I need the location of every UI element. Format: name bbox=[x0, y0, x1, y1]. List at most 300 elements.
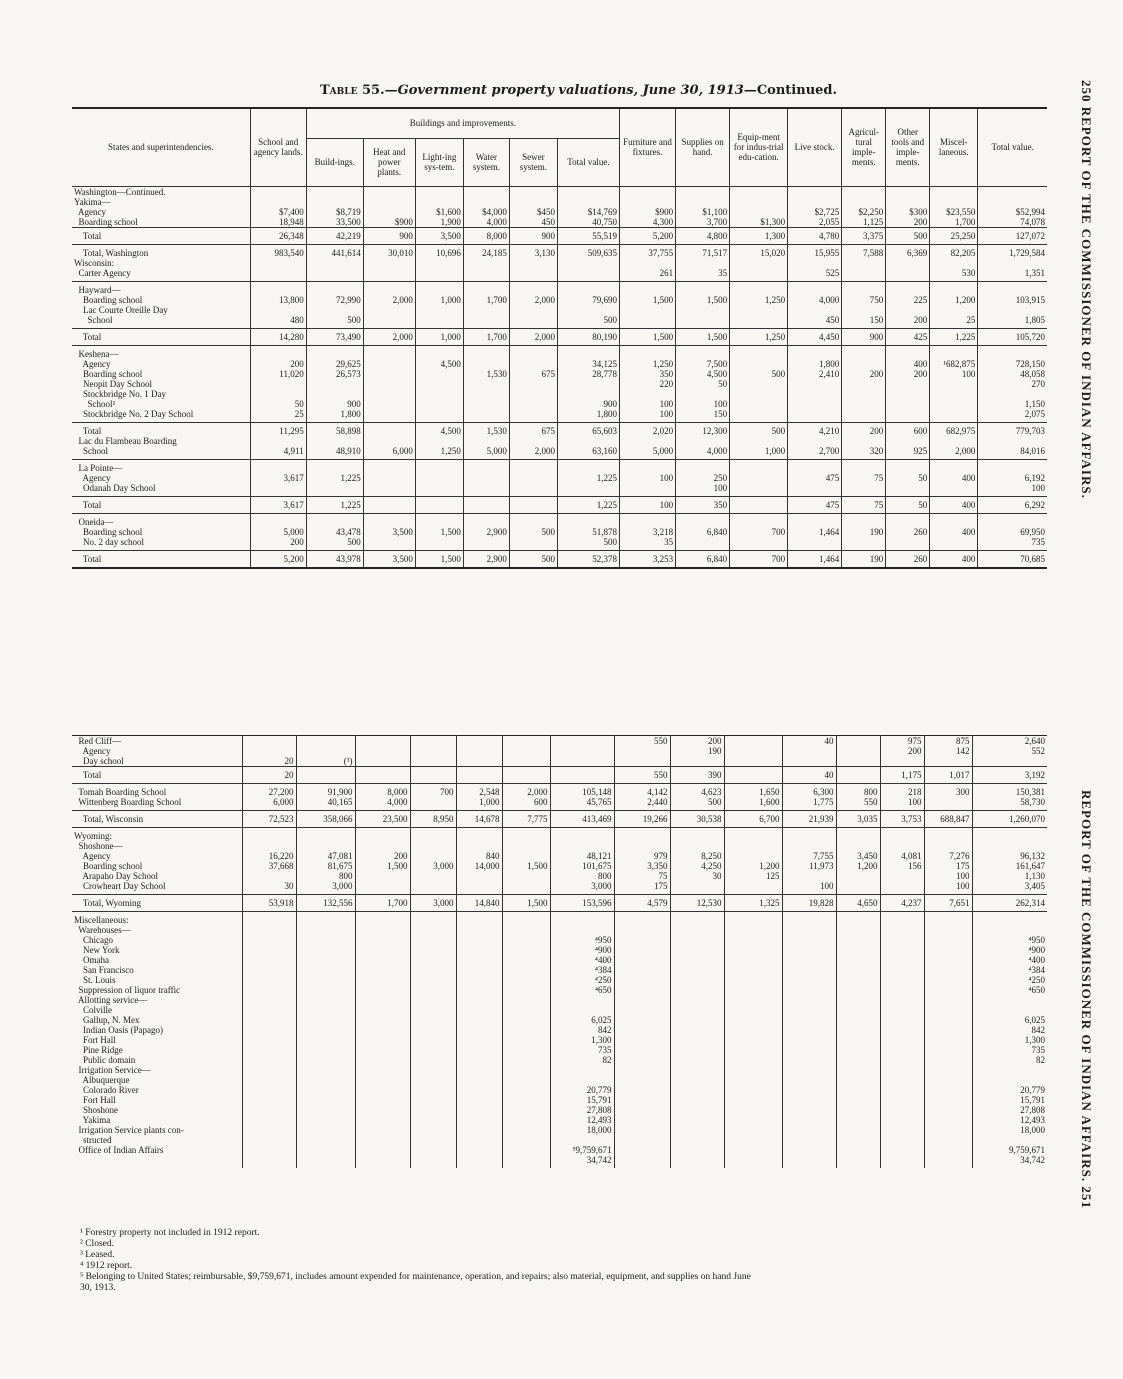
table-cell: 127,072 bbox=[978, 227, 1047, 244]
table-cell: 4,500 bbox=[415, 345, 463, 422]
table-cell bbox=[363, 345, 415, 422]
table-cell: 400 bbox=[930, 550, 978, 568]
table-cell: 7,755 11,973 100 bbox=[782, 828, 836, 895]
table-cell: 1,500 bbox=[415, 550, 463, 568]
table-cell: 688,847 bbox=[924, 811, 972, 828]
table-cell bbox=[502, 736, 550, 767]
header-miscellaneous: Miscel-laneous. bbox=[930, 108, 978, 186]
table-cell: 1,500 bbox=[620, 281, 676, 328]
row-label: La Pointe— Agency Odanah Day School bbox=[72, 459, 250, 496]
table-cell: 80,190 bbox=[557, 328, 619, 345]
table-cell: 40 bbox=[782, 736, 836, 767]
table-cell: 12,300 4,000 bbox=[676, 422, 730, 459]
table-cell: 1,500 bbox=[415, 513, 463, 550]
header-other-tools: Other tools and imple-ments. bbox=[886, 108, 930, 186]
table-cell: 96,132 161,647 1,130 3,405 bbox=[972, 828, 1047, 895]
table-cell bbox=[456, 736, 502, 767]
table-cell: 983,540 bbox=[250, 244, 306, 281]
table-cell: 150,381 58,730 bbox=[972, 784, 1047, 811]
table-cell: 1,260,070 bbox=[972, 811, 1047, 828]
table-cell bbox=[502, 912, 550, 1169]
table-cell: 40 bbox=[782, 767, 836, 784]
table-cell: 72,990 500 bbox=[306, 281, 363, 328]
table-cell: $1,300 bbox=[730, 186, 788, 227]
table-cell: 55,519 bbox=[557, 227, 619, 244]
header-states: States and superintendencies. bbox=[72, 108, 250, 186]
table-cell: 3,000 bbox=[410, 895, 456, 912]
table-cell: 675 bbox=[509, 345, 557, 422]
table-cell: 5,000 200 bbox=[250, 513, 306, 550]
table-cell: 7,588 bbox=[842, 244, 886, 281]
table-cell: 1,200 125 bbox=[724, 828, 782, 895]
header-furniture: Furniture and fixtures. bbox=[620, 108, 676, 186]
header-total-buildings: Total value. bbox=[557, 138, 619, 186]
table-cell: 3,375 bbox=[842, 227, 886, 244]
table-cell: 37,755 261 bbox=[620, 244, 676, 281]
table-cell: $2,725 2,055 bbox=[788, 186, 842, 227]
table-row bbox=[72, 828, 1047, 895]
table-row bbox=[72, 736, 1047, 767]
table-cell: 3,253 bbox=[620, 550, 676, 568]
table-cell: $900 bbox=[363, 186, 415, 227]
table-cell: 14,280 bbox=[250, 328, 306, 345]
table-cell: 1,300 bbox=[730, 227, 788, 244]
running-head-top: 250 REPORT OF THE COMMISSIONER OF INDIAN AFFAIRS. bbox=[1079, 80, 1094, 499]
table-cell: 500 bbox=[886, 227, 930, 244]
table-cell: $450 450 bbox=[509, 186, 557, 227]
row-label: Total bbox=[72, 767, 242, 784]
table-cell bbox=[724, 736, 782, 767]
table-row bbox=[72, 784, 1047, 811]
table-cell: 27,200 6,000 bbox=[242, 784, 296, 811]
table-cell bbox=[782, 912, 836, 1169]
table-row bbox=[72, 513, 1047, 550]
table-cell: 1,500 bbox=[502, 828, 550, 895]
row-label: Washington—Continued. Yakima— Agency Boarding school bbox=[74, 186, 166, 227]
table-cell: 79,690 500 bbox=[557, 281, 619, 328]
row-label: Total bbox=[72, 227, 250, 244]
table-cell: 8,000 bbox=[463, 227, 509, 244]
row-label: Total, Washington Wisconsin: Carter Agency bbox=[72, 244, 250, 281]
table-cell: 979 3,350 75 175 bbox=[614, 828, 670, 895]
table-cell: 4,780 bbox=[788, 227, 842, 244]
table-cell: 900 bbox=[363, 227, 415, 244]
table-cell: 260 bbox=[886, 513, 930, 550]
table-cell: 1,250 350 220 100 100 bbox=[620, 345, 676, 422]
table-cell: $7,400 18,948 bbox=[250, 186, 306, 227]
table-cell bbox=[415, 496, 463, 513]
row-label: Miscellaneous: Warehouses— Chicago New York Omaha San Francisco St. Louis Suppression of liquor traffic Allotting service— Colville Gallup, N. Mex Indian Oasis (Papago) Fort Hall Pine Ridge Public domain Irrigation Service— Albuquerque Colorado River Fort Hall Shoshone Yakima Irrigation Service plants con- structed Office of Indian Affairs bbox=[72, 912, 242, 1169]
table-cell: 58,898 48,910 bbox=[306, 422, 363, 459]
table-cell: 1,225 bbox=[557, 459, 619, 496]
table-cell: 11,295 4,911 bbox=[250, 422, 306, 459]
table-cell: 1,000 bbox=[415, 328, 463, 345]
table-cell: 1,017 bbox=[924, 767, 972, 784]
row-label: Total bbox=[72, 496, 250, 513]
table-cell: $4,000 4,000 bbox=[463, 186, 509, 227]
table-row bbox=[72, 912, 1047, 1169]
table-cell: 358,066 bbox=[296, 811, 355, 828]
table-cell: 1,464 bbox=[788, 513, 842, 550]
table-cell: 425 bbox=[886, 328, 930, 345]
row-label: Hayward— Boarding school Lac Courte Oreille Day School bbox=[72, 281, 250, 328]
table-cell: $1,600 1,900 bbox=[415, 186, 463, 227]
table-cell bbox=[550, 736, 614, 767]
table-cell: 1,700 bbox=[463, 281, 509, 328]
table-cell: 500 bbox=[509, 550, 557, 568]
row-label: Total bbox=[72, 328, 250, 345]
table-cell: 2,020 5,000 bbox=[620, 422, 676, 459]
table-cell: 900 bbox=[842, 328, 886, 345]
table-cell bbox=[670, 912, 724, 1169]
table-cell: 2,000 bbox=[363, 281, 415, 328]
table-cell bbox=[924, 912, 972, 1169]
header-supplies: Supplies on hand. bbox=[676, 108, 730, 186]
row-label: Total Lac du Flambeau Boarding School bbox=[72, 422, 250, 459]
table-cell: 91,900 40,165 bbox=[296, 784, 355, 811]
table-cell: 3,000 bbox=[410, 828, 456, 895]
header-lighting: Light-ing sys-tem. bbox=[415, 138, 463, 186]
table-cell: 6,840 bbox=[676, 550, 730, 568]
table-cell bbox=[509, 496, 557, 513]
table-cell: 3,130 bbox=[509, 244, 557, 281]
table-cell: 1,700 bbox=[355, 895, 410, 912]
table-cell: 4,450 bbox=[788, 328, 842, 345]
table-cell: 1,700 bbox=[463, 328, 509, 345]
table-cell: 1,225 bbox=[306, 496, 363, 513]
table-cell: 6,300 1,775 bbox=[782, 784, 836, 811]
table-cell: 8,000 4,000 bbox=[355, 784, 410, 811]
table-cell: 25,250 bbox=[930, 227, 978, 244]
table-number: Table 55. bbox=[320, 83, 385, 98]
table-cell: 4,081 156 bbox=[880, 828, 924, 895]
row-label: Total, Wyoming bbox=[72, 895, 242, 912]
table-cell: 1,225 bbox=[557, 496, 619, 513]
table-row bbox=[72, 459, 1047, 496]
table-cell: 3,500 bbox=[415, 227, 463, 244]
table-cell: 72,523 bbox=[242, 811, 296, 828]
header-agricultural: Agricul-tural imple-ments. bbox=[842, 108, 886, 186]
table-cell: 1,500 bbox=[676, 328, 730, 345]
table-cell: $23,550 1,700 bbox=[930, 186, 978, 227]
table-cell: 10,696 bbox=[415, 244, 463, 281]
table-cell: 100 bbox=[620, 459, 676, 496]
table-row bbox=[72, 281, 1047, 328]
table-cell bbox=[502, 767, 550, 784]
table-cell: 6,192 100 bbox=[978, 459, 1047, 496]
table-cell: 105,148 45,765 bbox=[550, 784, 614, 811]
table-cell: 700 bbox=[730, 550, 788, 568]
table-cell: 675 2,000 bbox=[509, 422, 557, 459]
table-cell: 750 150 bbox=[842, 281, 886, 328]
row-label: Total bbox=[72, 550, 250, 568]
table-cell: 3,617 bbox=[250, 496, 306, 513]
table-cell: 1,650 1,600 bbox=[724, 784, 782, 811]
footnote: ⁵ Belonging to United States; reimbursable, $9,759,671, includes amount expended for maintenance, operation, and repairs; also material, equipment, and supplies on hand June bbox=[80, 1272, 751, 1282]
table-cell: 218 100 bbox=[880, 784, 924, 811]
table-cell: 8,950 bbox=[410, 811, 456, 828]
table-title bbox=[320, 83, 837, 98]
table-cell: 20 bbox=[242, 736, 296, 767]
valuation-table-top bbox=[72, 107, 1047, 569]
table-cell: 728,150 48,058 270 1,150 2,075 bbox=[978, 345, 1047, 422]
table-cell: 3,753 bbox=[880, 811, 924, 828]
table-cell: 2,548 1,000 bbox=[456, 784, 502, 811]
row-label: Red Cliff— Agency Day school bbox=[78, 736, 124, 766]
table-cell: 975 200 bbox=[880, 736, 924, 767]
table-cell: 550 bbox=[614, 767, 670, 784]
table-continued: —Continued. bbox=[743, 83, 838, 98]
table-cell: 24,185 bbox=[463, 244, 509, 281]
table-row bbox=[72, 328, 1047, 345]
table-cell bbox=[724, 767, 782, 784]
table-cell: 300 bbox=[924, 784, 972, 811]
table-cell: 3,192 bbox=[972, 767, 1047, 784]
header-live-stock: Live stock. bbox=[788, 108, 842, 186]
table-cell: 400 bbox=[930, 513, 978, 550]
table-cell: $900 4,300 bbox=[620, 186, 676, 227]
header-buildings: Build-ings. bbox=[306, 138, 363, 186]
table-cell: 15,955 525 bbox=[788, 244, 842, 281]
table-cell: 1,800 2,410 bbox=[788, 345, 842, 422]
footnote: ¹ Forestry property not included in 1912 report. bbox=[80, 1228, 260, 1238]
table-cell bbox=[410, 736, 456, 767]
table-cell bbox=[550, 767, 614, 784]
table-cell bbox=[730, 496, 788, 513]
table-cell: 200 1,500 bbox=[355, 828, 410, 895]
table-row bbox=[72, 496, 1047, 513]
table-cell: 200 320 bbox=[842, 422, 886, 459]
table-cell: 2,000 bbox=[509, 281, 557, 328]
table-cell: 1,500 bbox=[620, 328, 676, 345]
table-cell bbox=[410, 912, 456, 1169]
table-cell: 400 200 bbox=[886, 345, 930, 422]
table-cell: 29,625 26,573 900 1,800 bbox=[306, 345, 363, 422]
table-cell: 5,200 bbox=[250, 550, 306, 568]
table-cell: 500 bbox=[509, 513, 557, 550]
header-water: Water system. bbox=[463, 138, 509, 186]
table-cell bbox=[836, 736, 880, 767]
table-cell: 800 550 bbox=[836, 784, 880, 811]
table-cell bbox=[463, 459, 509, 496]
table-cell: 390 bbox=[670, 767, 724, 784]
table-cell: ⁴950 ⁴900 ⁴400 ⁴384 ⁴250 ⁴650 6,025 842 1,300 735 82 20,779 15,791 27,808 12,493 18,000 9,759,671 34,742 bbox=[972, 912, 1047, 1169]
table-caption: —Government property valuations, June 30, 1913 bbox=[384, 83, 744, 98]
table-cell: 105,720 bbox=[978, 328, 1047, 345]
table-cell: 900 bbox=[509, 227, 557, 244]
table-cell: 840 14,000 bbox=[456, 828, 502, 895]
table-cell bbox=[880, 912, 924, 1169]
table-cell: 190 bbox=[842, 513, 886, 550]
footnotes bbox=[80, 1228, 1040, 1294]
table-cell bbox=[296, 767, 355, 784]
table-cell: 4,142 2,440 bbox=[614, 784, 670, 811]
table-cell: 1,000 bbox=[415, 281, 463, 328]
table-cell: 1,225 bbox=[930, 328, 978, 345]
table-cell: 7,651 bbox=[924, 895, 972, 912]
table-cell: 51,878 500 bbox=[557, 513, 619, 550]
table-cell: 3,035 bbox=[836, 811, 880, 828]
table-cell: 4,800 bbox=[676, 227, 730, 244]
table-cell: 7,775 bbox=[502, 811, 550, 828]
table-cell bbox=[242, 912, 296, 1169]
table-cell: 2,900 bbox=[463, 513, 509, 550]
table-cell: $300 200 bbox=[886, 186, 930, 227]
table-cell bbox=[463, 496, 509, 513]
table-cell bbox=[363, 459, 415, 496]
table-cell: 7,500 4,500 50 100 150 bbox=[676, 345, 730, 422]
table-cell bbox=[836, 912, 880, 1169]
table-cell: 75 bbox=[842, 496, 886, 513]
table-cell: 19,266 bbox=[614, 811, 670, 828]
table-cell bbox=[415, 459, 463, 496]
table-cell: 3,450 1,200 bbox=[836, 828, 880, 895]
table-cell: 7,276 175 100 100 bbox=[924, 828, 972, 895]
table-cell: $2,250 1,125 bbox=[842, 186, 886, 227]
table-cell: ⁴950 ⁴900 ⁴400 ⁴384 ⁴250 ⁴650 6,025 842 1,300 735 82 20,779 15,791 27,808 12,493 18,000 ⁵9,759,671 34,742 bbox=[550, 912, 614, 1169]
table-cell: 4,650 bbox=[836, 895, 880, 912]
table-cell: 260 bbox=[886, 550, 930, 568]
table-cell: 3,218 35 bbox=[620, 513, 676, 550]
table-cell: 82,205 530 bbox=[930, 244, 978, 281]
table-cell bbox=[724, 912, 782, 1169]
table-cell bbox=[836, 767, 880, 784]
table-cell: 30,010 bbox=[363, 244, 415, 281]
table-cell: 1,500 bbox=[502, 895, 550, 912]
table-cell: 20 bbox=[242, 767, 296, 784]
table-cell: 600 925 bbox=[886, 422, 930, 459]
table-row bbox=[72, 244, 1047, 281]
table-cell: 4,500 1,250 bbox=[415, 422, 463, 459]
table-cell: 6,000 bbox=[363, 422, 415, 459]
table-cell: 23,500 bbox=[355, 811, 410, 828]
table-cell: 50 bbox=[886, 496, 930, 513]
table-cell bbox=[456, 912, 502, 1169]
table-cell: 3,617 bbox=[250, 459, 306, 496]
table-cell: 475 bbox=[788, 496, 842, 513]
table-cell: 1,729,584 1,351 bbox=[978, 244, 1047, 281]
table-cell: 200 11,020 50 25 bbox=[250, 345, 306, 422]
table-cell: 6,700 bbox=[724, 811, 782, 828]
table-cell bbox=[355, 767, 410, 784]
table-cell: 73,490 bbox=[306, 328, 363, 345]
table-cell bbox=[410, 767, 456, 784]
table-cell: 8,250 4,250 30 bbox=[670, 828, 724, 895]
table-cell: 2,000 bbox=[509, 328, 557, 345]
table-row bbox=[72, 811, 1047, 828]
table-cell: 400 bbox=[930, 459, 978, 496]
footnote: ³ Leased. bbox=[80, 1250, 115, 1260]
table-cell: 200 bbox=[842, 345, 886, 422]
table-cell: 43,978 bbox=[306, 550, 363, 568]
header-heat-power: Heat and power plants. bbox=[363, 138, 415, 186]
table-cell: 779,703 84,016 bbox=[978, 422, 1047, 459]
row-label: Keshena— Agency Boarding school Neopit Day School Stockbridge No. 1 Day School² Stockbridge No. 2 Day School bbox=[72, 345, 250, 422]
table-cell: 2,000 600 bbox=[502, 784, 550, 811]
table-cell: 132,556 bbox=[296, 895, 355, 912]
row-label: Oneida— Boarding school No. 2 day school bbox=[72, 513, 250, 550]
table-cell: 1,530 bbox=[463, 345, 509, 422]
table-cell: 53,918 bbox=[242, 895, 296, 912]
table-cell: 50 bbox=[886, 459, 930, 496]
table-cell: 500 1,000 bbox=[730, 422, 788, 459]
table-cell: 441,614 bbox=[306, 244, 363, 281]
table-cell: 4,000 450 bbox=[788, 281, 842, 328]
header-total-value: Total value. bbox=[978, 108, 1047, 186]
table-cell: 69,950 735 bbox=[978, 513, 1047, 550]
table-row bbox=[72, 767, 1047, 784]
table-cell: ¹682,875 100 bbox=[930, 345, 978, 422]
table-cell: 509,635 bbox=[557, 244, 619, 281]
table-cell: 19,828 bbox=[782, 895, 836, 912]
table-cell: 70,685 bbox=[978, 550, 1047, 568]
table-cell: $52,994 74,078 bbox=[978, 186, 1047, 227]
table-cell: 6,292 bbox=[978, 496, 1047, 513]
table-cell: 1,200 25 bbox=[930, 281, 978, 328]
table-cell: 103,915 1,805 bbox=[978, 281, 1047, 328]
table-cell: 190 bbox=[842, 550, 886, 568]
table-cell: 1,175 bbox=[880, 767, 924, 784]
table-cell: 4,237 bbox=[880, 895, 924, 912]
table-cell: 6,369 bbox=[886, 244, 930, 281]
table-cell bbox=[614, 912, 670, 1169]
table-cell: 350 bbox=[676, 496, 730, 513]
table-cell: 71,517 35 bbox=[676, 244, 730, 281]
table-cell bbox=[509, 459, 557, 496]
row-label: Wyoming: Shoshone— Agency Boarding school Arapaho Day School Crowheart Day School bbox=[72, 828, 242, 895]
table-row bbox=[72, 422, 1047, 459]
table-cell: 15,020 bbox=[730, 244, 788, 281]
table-cell: 200 190 bbox=[670, 736, 724, 767]
table-cell bbox=[296, 912, 355, 1169]
table-cell: 43,478 500 bbox=[306, 513, 363, 550]
table-cell: 1,530 5,000 bbox=[463, 422, 509, 459]
table-cell bbox=[456, 767, 502, 784]
table-cell: 682,975 2,000 bbox=[930, 422, 978, 459]
table-cell: 4,623 500 bbox=[670, 784, 724, 811]
table-cell: 225 200 bbox=[886, 281, 930, 328]
table-cell: 21,939 bbox=[782, 811, 836, 828]
table-cell: 16,220 37,668 30 bbox=[242, 828, 296, 895]
table-cell: 75 bbox=[842, 459, 886, 496]
table-cell bbox=[730, 459, 788, 496]
table-cell: 1,500 bbox=[676, 281, 730, 328]
table-cell: 250 100 bbox=[676, 459, 730, 496]
table-cell: 13,800 480 bbox=[250, 281, 306, 328]
table-cell: 47,081 81,675 800 3,000 bbox=[296, 828, 355, 895]
table-cell: 1,325 bbox=[724, 895, 782, 912]
table-cell: 14,678 bbox=[456, 811, 502, 828]
table-cell: 4,210 2,700 bbox=[788, 422, 842, 459]
table-cell: 5,200 bbox=[620, 227, 676, 244]
table-cell bbox=[355, 736, 410, 767]
table-cell: 500 bbox=[730, 345, 788, 422]
table-cell: 14,840 bbox=[456, 895, 502, 912]
table-cell: $14,769 40,750 bbox=[557, 186, 619, 227]
table-cell: 3,500 bbox=[363, 550, 415, 568]
table-row bbox=[72, 227, 1047, 244]
table-cell: 475 bbox=[788, 459, 842, 496]
table-cell: $1,100 3,700 bbox=[676, 186, 730, 227]
table-cell: 700 bbox=[730, 513, 788, 550]
footnote: 30, 1913. bbox=[80, 1283, 116, 1293]
table-cell: 1,464 bbox=[788, 550, 842, 568]
table-cell: 42,219 bbox=[306, 227, 363, 244]
table-cell: $8,719 33,500 bbox=[306, 186, 363, 227]
table-cell: 48,121 101,675 800 3,000 bbox=[550, 828, 614, 895]
footnote: ⁴ 1912 report. bbox=[80, 1261, 133, 1271]
row-label: Total, Wisconsin bbox=[72, 811, 242, 828]
